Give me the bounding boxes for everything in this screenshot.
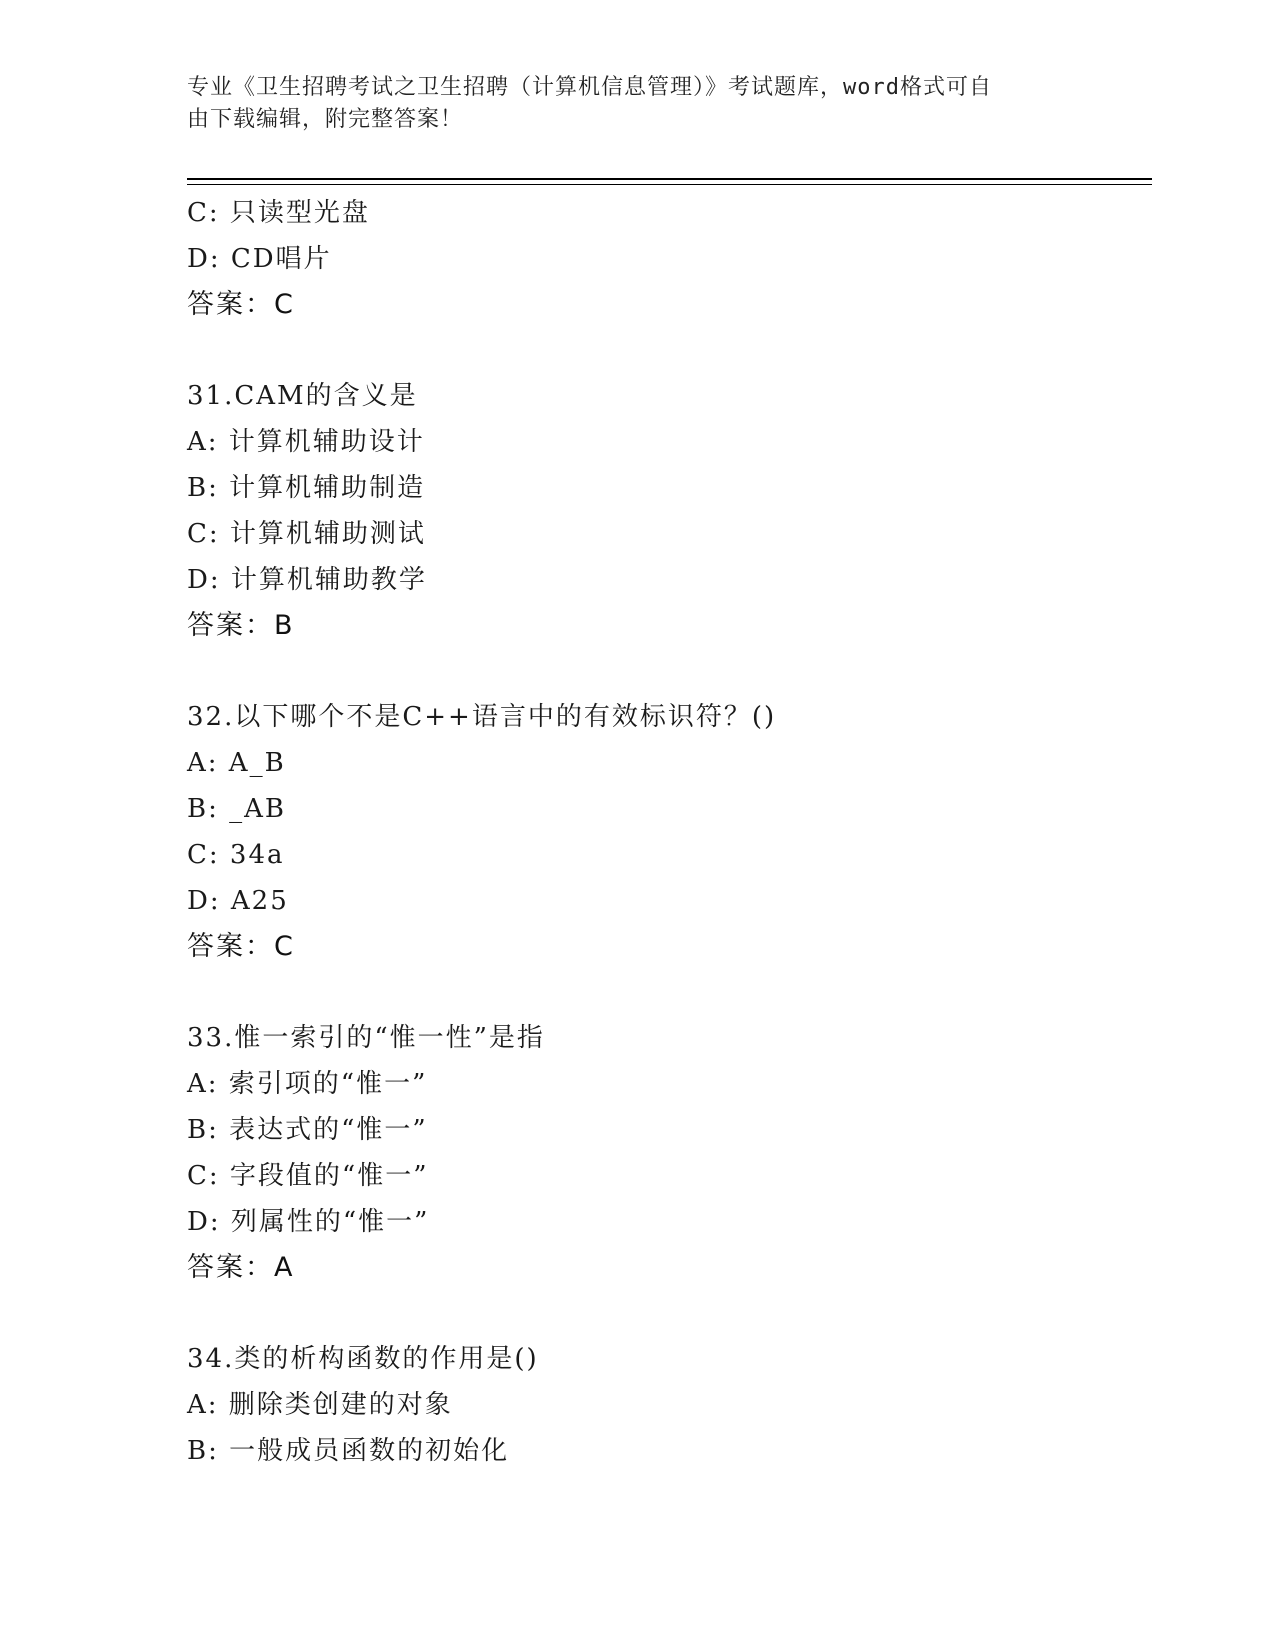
option-a: A: 计算机辅助设计: [187, 427, 425, 457]
answer-label: 答案：C: [187, 289, 295, 320]
answer-label: 答案：C: [187, 931, 295, 962]
question-stem: 31.CAM的含义是: [187, 381, 418, 411]
option-b: B: _AB: [187, 794, 287, 824]
option-d: D: A25: [187, 886, 289, 916]
option-c: C: 字段值的“惟一”: [187, 1161, 429, 1191]
question-31: [187, 373, 1147, 649]
question-list: [187, 190, 1147, 1474]
question-32: [187, 694, 1147, 970]
option-a: A: 索引项的“惟一”: [187, 1069, 428, 1099]
spacer: [187, 649, 1147, 694]
spacer: [187, 328, 1147, 373]
header-line-1: 专业《卫生招聘考试之卫生招聘（计算机信息管理）》考试题库，word格式可自: [187, 75, 992, 100]
document-header: [187, 72, 1067, 136]
question-34: [187, 1336, 1147, 1474]
option-d: D: 列属性的“惟一”: [187, 1207, 430, 1237]
option-d: D: CD唱片: [187, 244, 332, 274]
option-b: B: 一般成员函数的初始化: [187, 1436, 510, 1466]
option-b: B: 计算机辅助制造: [187, 473, 426, 503]
spacer: [187, 970, 1147, 1015]
question-stem: 34.类的析构函数的作用是(): [187, 1344, 539, 1374]
option-b: B: 表达式的“惟一”: [187, 1115, 428, 1145]
header-line-2: 由下载编辑，附完整答案！: [187, 107, 464, 132]
question-stem: 32.以下哪个不是C++语言中的有效标识符？(): [187, 702, 777, 732]
answer-label: 答案：B: [187, 610, 295, 641]
option-c: C: 计算机辅助测试: [187, 519, 426, 549]
option-c: C: 只读型光盘: [187, 198, 370, 228]
answer-label: 答案：A: [187, 1252, 295, 1283]
question-30-tail: [187, 190, 1147, 328]
header-divider-thick: [187, 178, 1152, 180]
option-c: C: 34a: [187, 840, 285, 870]
option-a: A: A_B: [187, 748, 286, 778]
option-a: A: 删除类创建的对象: [187, 1390, 453, 1420]
option-d: D: 计算机辅助教学: [187, 565, 427, 595]
question-stem: 33.惟一索引的“惟一性”是指: [187, 1023, 545, 1053]
spacer: [187, 1291, 1147, 1336]
header-divider-thin: [187, 184, 1152, 185]
question-33: [187, 1015, 1147, 1291]
